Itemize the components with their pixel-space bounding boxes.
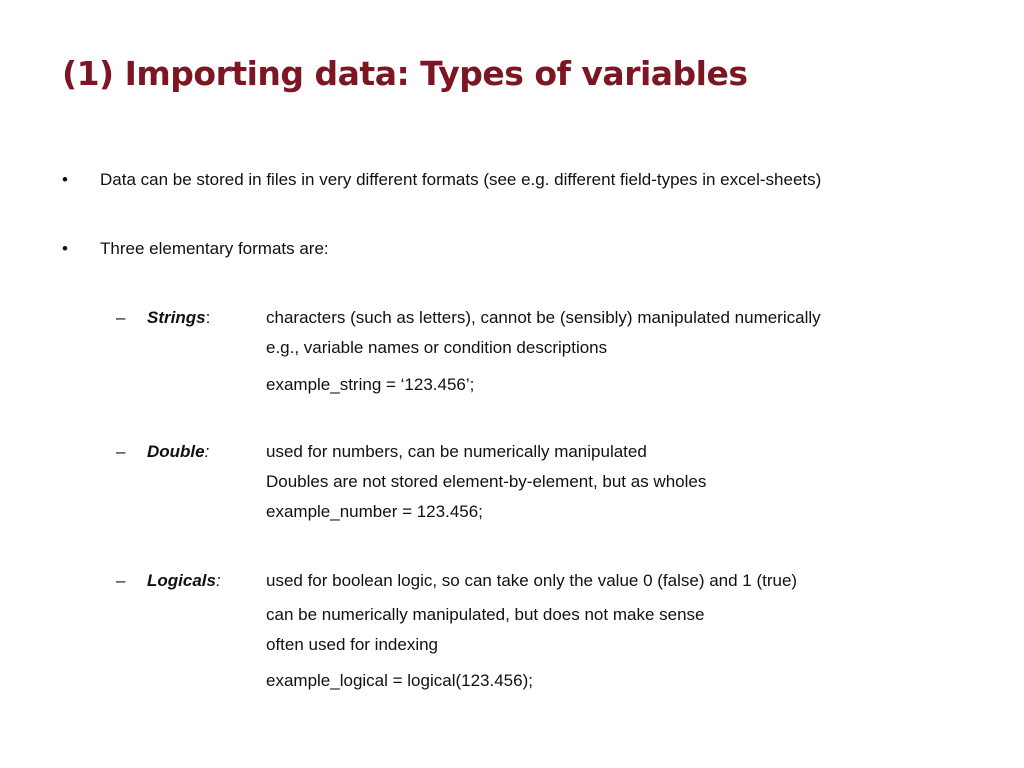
- definition-line: Doubles are not stored element-by-element, but as wholes: [266, 472, 707, 491]
- dash-marker: –: [116, 308, 126, 327]
- definition-line: used for boolean logic, so can take only the value 0 (false) and 1 (true): [266, 571, 798, 590]
- slide-title: (1) Importing data: Types of variables: [62, 54, 748, 93]
- bullet-text-formats: Data can be stored in files in very different formats (see e.g. different field-types in excel-sheets): [100, 170, 822, 189]
- bullet-marker: •: [62, 170, 68, 189]
- definition-line: e.g., variable names or condition descriptions: [266, 338, 608, 357]
- definition-line: can be numerically manipulated, but does not make sense: [266, 605, 705, 624]
- definition-line: used for numbers, can be numerically manipulated: [266, 442, 647, 461]
- bullet-marker: •: [62, 239, 68, 258]
- term-name: Logicals: [147, 571, 216, 590]
- term-label-strings: [147, 308, 210, 328]
- term-name: Double: [147, 442, 205, 461]
- dash-marker: –: [116, 442, 126, 461]
- term-colon: :: [215, 571, 221, 590]
- definition-line: often used for indexing: [266, 635, 439, 654]
- term-label-double: [147, 442, 209, 462]
- term-colon: :: [204, 442, 210, 461]
- bullet-text-elementary: Three elementary formats are:: [100, 239, 329, 258]
- example-line: example_string = ‘123.456’;: [266, 375, 475, 394]
- example-line: example_logical = logical(123.456);: [266, 671, 533, 690]
- example-line: example_number = 123.456;: [266, 502, 483, 521]
- term-label-logicals: [147, 571, 221, 591]
- definition-line: characters (such as letters), cannot be (sensibly) manipulated numerically: [266, 308, 821, 327]
- dash-marker: –: [116, 571, 126, 590]
- term-colon: :: [205, 308, 211, 327]
- term-name: Strings: [147, 308, 206, 327]
